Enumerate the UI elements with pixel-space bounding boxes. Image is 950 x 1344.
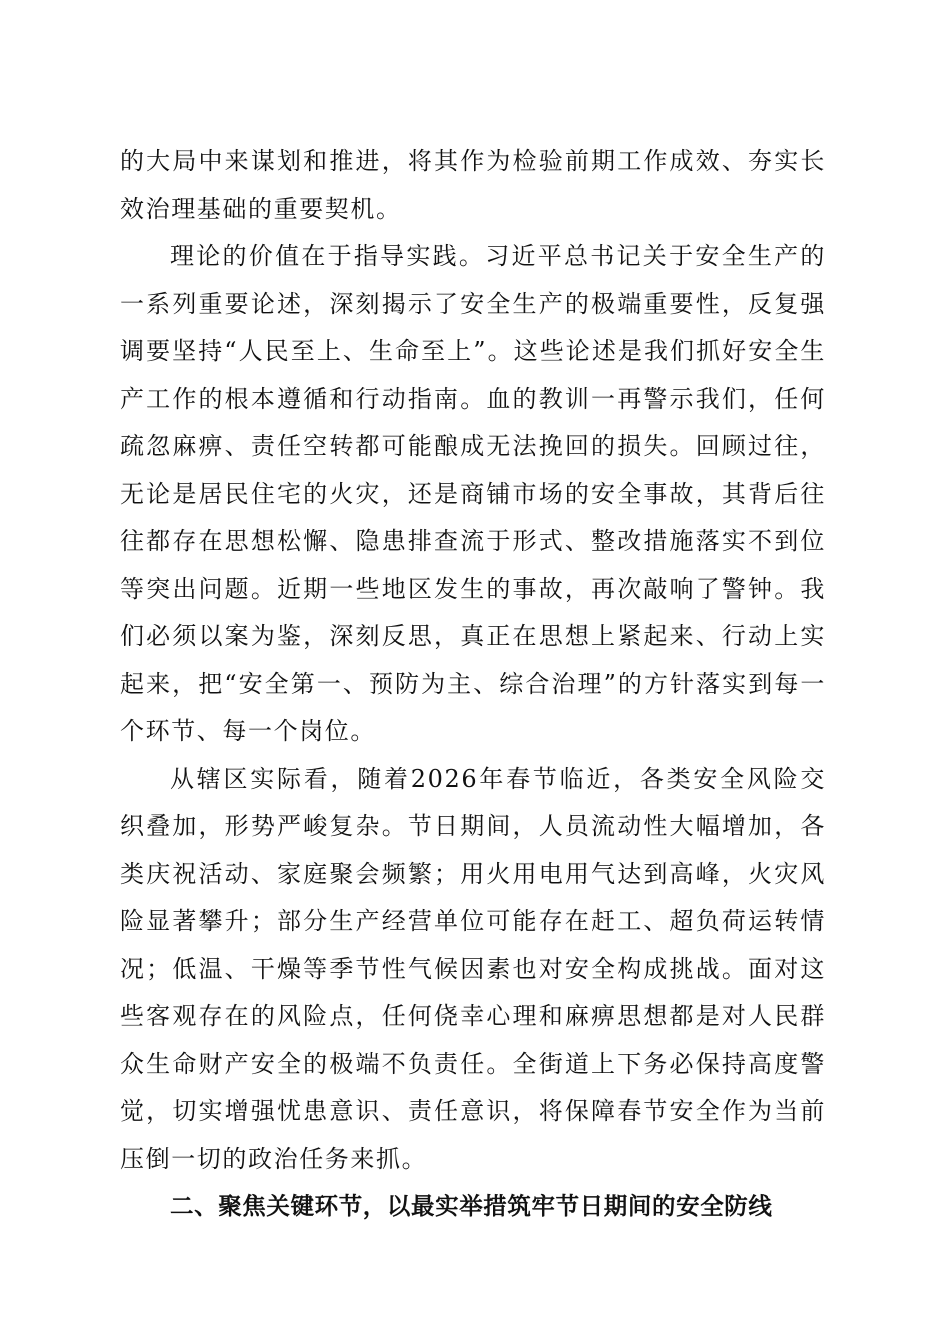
paragraph-district-situation: 从辖区实际看，随着2026年春节临近，各类安全风险交织叠加，形势严峻复杂。节日期间，人员流动性大幅增加，各类庆祝活动、家庭聚会频繁；用火用电用气达到高峰，火灾风险显著攀升；部分生产经营单位可能存在赶工、超负荷运转情况；低温、干燥等季节性气候因素也对安全构成挑战。面对这些客观存在的风险点，任何侥幸心理和麻痹思想都是对人民群众生命财产安全的极端不负责任。全街道上下务必保持高度警觉，切实增强忧患意识、责任意识，将保障春节安全作为当前压倒一切的政治任务来抓。: [120, 764, 826, 1173]
paragraph-continuation: 的大局中来谋划和推进，将其作为检验前期工作成效、夯实长效治理基础的重要契机。: [120, 147, 826, 223]
document-body: [120, 138, 826, 1231]
section-heading: 二、聚焦关键环节，以最实举措筑牢节日期间的安全防线: [170, 1192, 773, 1220]
paragraph-theory-practice: 理论的价值在于指导实践。习近平总书记关于安全生产的一系列重要论述，深刻揭示了安全生产的极端重要性，反复强调要坚持“人民至上、生命至上”。这些论述是我们抓好安全生产工作的根本遵循和行动指南。血的教训一再警示我们，任何疏忽麻痹、责任空转都可能酿成无法挽回的损失。回顾过往，无论是居民住宅的火灾，还是商铺市场的安全事故，其背后往往都存在思想松懈、隐患排查流于形式、整改措施落实不到位等突出问题。近期一些地区发生的事故，再次敲响了警钟。我们必须以案为鉴，深刻反思，真正在思想上紧起来、行动上实起来，把“安全第一、预防为主、综合治理”的方针落实到每一个环节、每一个岗位。: [120, 242, 826, 745]
